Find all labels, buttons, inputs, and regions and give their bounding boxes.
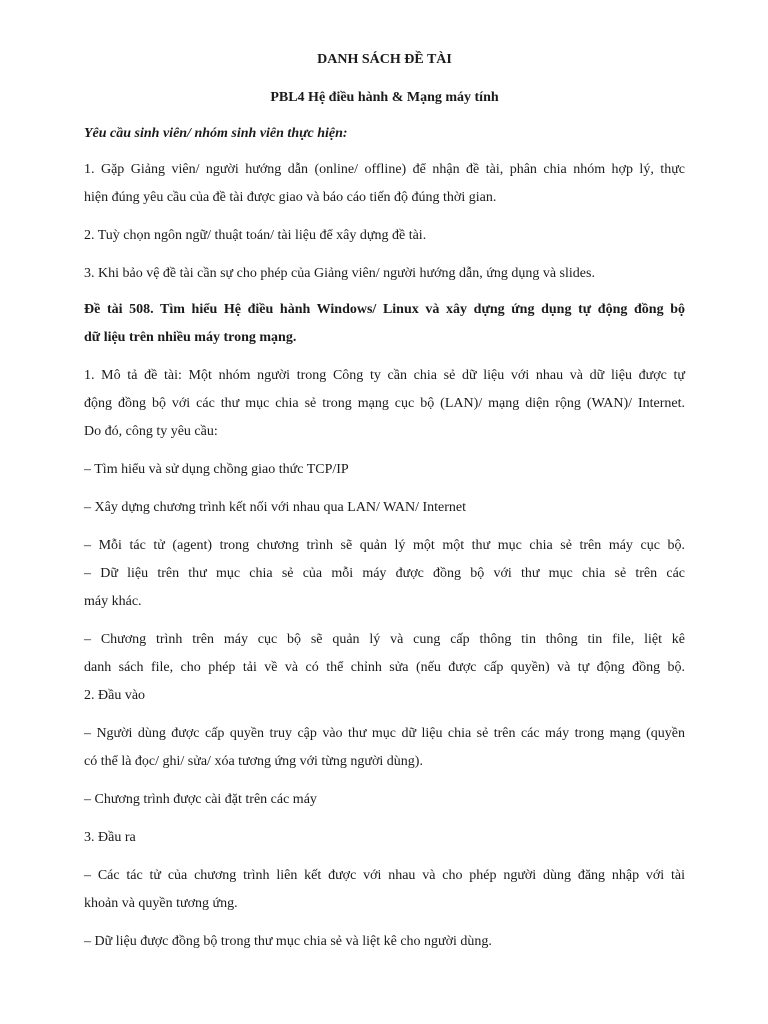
- description-bullet-5-line-1: – Chương trình trên máy cục bộ sẽ quản lý và cung cấp thông tin thông tin file, liệt kê: [84, 632, 685, 647]
- requirements-heading: Yêu cầu sinh viên/ nhóm sinh viên thực hiện:: [84, 126, 348, 141]
- topic-title-line-1: Đề tài 508. Tìm hiểu Hệ điều hành Windows/ Linux và xây dựng ứng dụng tự động đồng bộ: [84, 302, 685, 317]
- input-heading: 2. Đầu vào: [84, 688, 146, 703]
- input-bullet-1-line-2: có thể là đọc/ ghi/ sửa/ xóa tương ứng với từng người dùng).: [84, 754, 423, 769]
- requirement-item-2: 2. Tuỳ chọn ngôn ngữ/ thuật toán/ tài liệu để xây dựng đề tài.: [84, 228, 427, 243]
- document-subtitle: PBL4 Hệ điều hành & Mạng máy tính: [270, 90, 499, 105]
- document-title: DANH SÁCH ĐỀ TÀI: [317, 52, 452, 67]
- description-bullet-5-line-2: danh sách file, cho phép tải về và có thể chỉnh sửa (nếu được cấp quyền) và tự động đồng bộ.: [84, 660, 685, 675]
- requirement-item-1-line-2: hiện đúng yêu cầu của đề tài được giao và báo cáo tiến độ đúng thời gian.: [84, 190, 497, 205]
- description-bullet-4-line-2: máy khác.: [84, 594, 142, 609]
- input-bullet-1-line-1: – Người dùng được cấp quyền truy cập vào thư mục dữ liệu chia sẻ trên các máy trong mạng (quyền: [84, 726, 685, 741]
- topic-title-line-2: dữ liệu trên nhiều máy trong mạng.: [84, 330, 297, 345]
- description-bullet-1: – Tìm hiểu và sử dụng chồng giao thức TCP/IP: [84, 462, 349, 477]
- description-line-2: động đồng bộ với các thư mục chia sẻ trong mạng cục bộ (LAN)/ mạng diện rộng (WAN)/ Internet.: [84, 396, 685, 411]
- output-bullet-1-line-1: – Các tác tử của chương trình liên kết được với nhau và cho phép người dùng đăng nhập với tài: [84, 868, 685, 883]
- description-bullet-2: – Xây dựng chương trình kết nối với nhau qua LAN/ WAN/ Internet: [84, 500, 466, 515]
- input-bullet-2: – Chương trình được cài đặt trên các máy: [84, 792, 317, 807]
- output-bullet-2: – Dữ liệu được đồng bộ trong thư mục chia sẻ và liệt kê cho người dùng.: [84, 934, 492, 949]
- requirement-item-3: 3. Khi bảo vệ đề tài cần sự cho phép của Giảng viên/ người hướng dẫn, ứng dụng và slides.: [84, 266, 595, 281]
- description-line-3: Do đó, công ty yêu cầu:: [84, 424, 218, 439]
- requirement-item-1-line-1: 1. Gặp Giảng viên/ người hướng dẫn (online/ offline) để nhận đề tài, phân chia nhóm hợp lý, thực: [84, 162, 685, 177]
- description-bullet-4-line-1: – Dữ liệu trên thư mục chia sẻ của mỗi máy được đồng bộ với thư mục chia sẻ trên các: [84, 566, 685, 581]
- description-bullet-3: – Mỗi tác tử (agent) trong chương trình sẽ quản lý một một thư mục chia sẻ trên máy cục bộ.: [84, 538, 685, 553]
- output-heading: 3. Đầu ra: [84, 830, 136, 845]
- output-bullet-1-line-2: khoản và quyền tương ứng.: [84, 896, 238, 911]
- description-line-1: 1. Mô tả đề tài: Một nhóm người trong Công ty cần chia sẻ dữ liệu với nhau và dữ liệu được tự: [84, 368, 685, 383]
